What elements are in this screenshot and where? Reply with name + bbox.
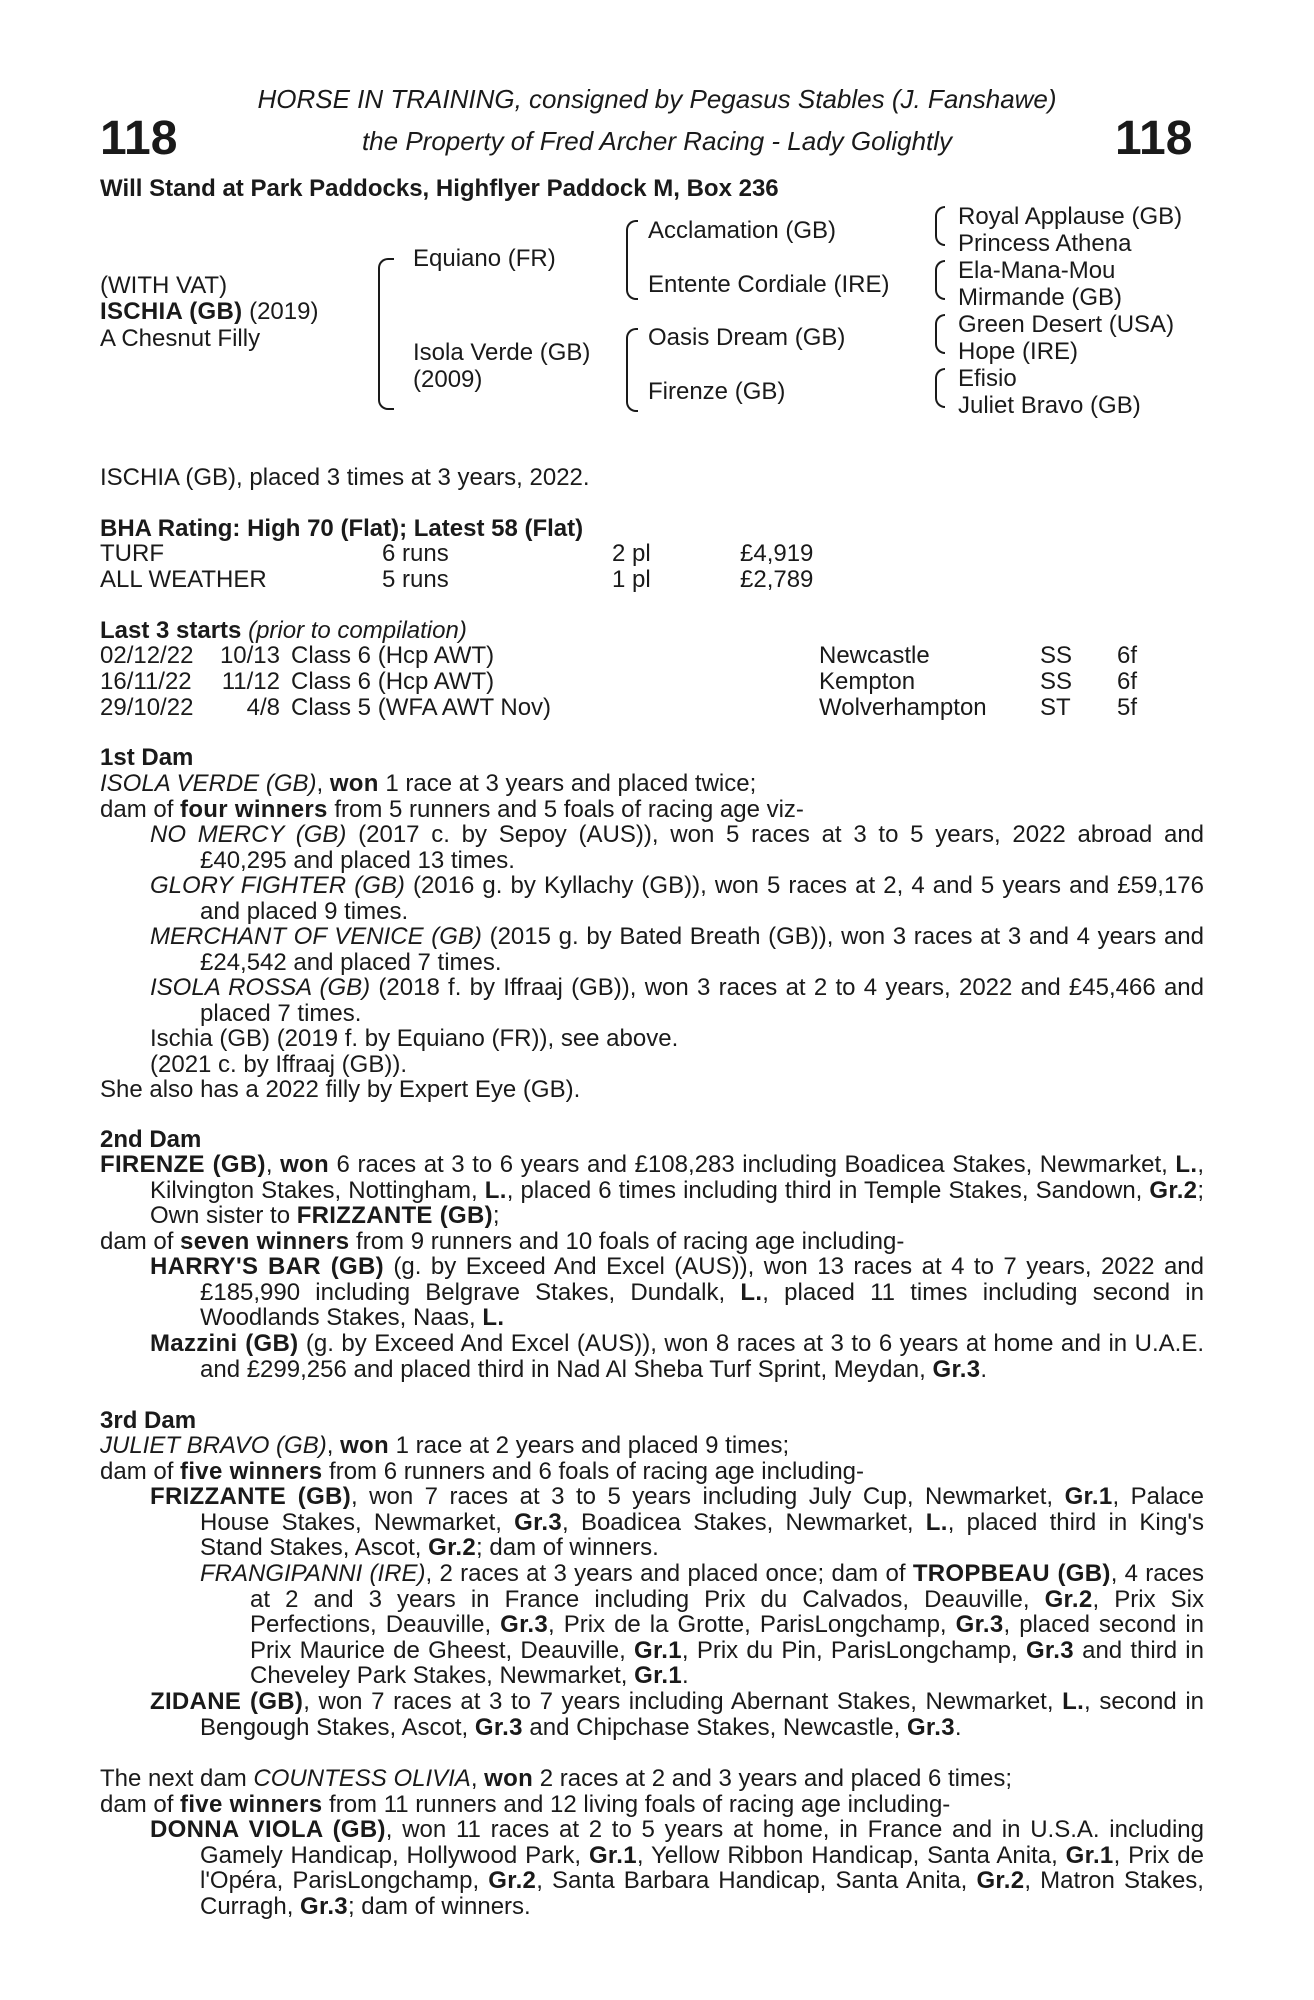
third-dam-record: JULIET BRAVO (GB), won 1 race at 2 years and placed 9 times; — [100, 1432, 790, 1459]
ancestor-6: Hope (IRE) — [958, 338, 1079, 365]
lot-number-left: 118 — [100, 112, 178, 165]
text: ; — [492, 1202, 500, 1230]
third-dam-produce — [100, 1459, 864, 1485]
third-dam-heading: 3rd Dam — [100, 1407, 197, 1434]
progeny-mazzini — [150, 1331, 1204, 1382]
text: , placed 6 times including third in Temple Stakes, Sandown, — [506, 1176, 1150, 1204]
text: , Boadicea Stakes, Newmarket, — [562, 1508, 926, 1536]
lot-number-right: 118 — [1115, 112, 1193, 165]
listed-tag: L. — [925, 1508, 948, 1536]
start-date: 02/12/22 — [100, 642, 194, 669]
start-race: Class 6 (Hcp AWT) — [291, 668, 495, 695]
group-tag: Gr.3 — [474, 1713, 523, 1741]
last-starts-note: (prior to compilation) — [248, 617, 467, 644]
text: 1 race at 2 years and placed 9 times; — [388, 1432, 790, 1459]
group-tag: Gr.1 — [634, 1662, 683, 1690]
progeny-text: (2016 g. by Kyllachy (GB)), won 5 races at 2, 4 and 5 years and £59,176 and placed 9 times. — [200, 872, 1205, 925]
ancestor-7: Efisio — [958, 365, 1017, 392]
text: dam of — [100, 1458, 181, 1485]
text: , Palace House Stakes, Newmarket, — [200, 1483, 1205, 1536]
group-tag: Gr.3 — [300, 1892, 348, 1920]
text: . — [980, 1355, 988, 1383]
consignor-line: HORSE IN TRAINING, consigned by Pegasus Stables (J. Fanshawe) — [257, 84, 1057, 114]
progeny-name: Mazzini (GB) — [150, 1330, 299, 1357]
progeny-name: HARRY'S BAR (GB) — [150, 1253, 384, 1280]
won-label: won — [484, 1765, 534, 1792]
race-summary: ISCHIA (GB), placed 3 times at 3 years, 2022. — [100, 464, 590, 491]
vat-note: (WITH VAT) — [100, 272, 228, 299]
progeny-text: (2018 f. by Iffraaj (GB)), won 3 races at 2 to 4 years, 2022 and £45,466 and placed 7 times. — [200, 974, 1204, 1027]
horse-year: (2019) — [249, 298, 319, 325]
text: ; dam of winners. — [476, 1534, 659, 1562]
text: , Yellow Ribbon Handicap, Santa Anita, — [636, 1841, 1066, 1869]
progeny-name: ZIDANE (GB) — [150, 1688, 304, 1715]
text: dam of — [100, 1228, 181, 1255]
text: , Santa Barbara Handicap, Santa Anita, — [536, 1867, 977, 1895]
text: (g. by Exceed And Excel (AUS)), won 13 races at 4 to 7 years, 2022 and £185,990 including Belgrave Stakes, Dundalk, — [200, 1253, 1204, 1306]
listed-tag: L. — [482, 1304, 505, 1332]
progeny-glory-fighter — [150, 873, 1204, 924]
group-tag: Gr.3 — [906, 1713, 955, 1741]
text: from 5 runners and 5 foals of racing age viz- — [327, 796, 804, 823]
dam-year: (2009) — [413, 366, 483, 393]
text: , placed second in Prix Maurice de Gheest, Deauville, — [250, 1611, 1205, 1664]
group-tag: Gr.2 — [1149, 1176, 1198, 1204]
group-tag: Gr.3 — [1025, 1636, 1074, 1664]
won-label: won — [280, 1151, 329, 1178]
winners-count: five winners — [180, 1458, 323, 1485]
turf-runs: 6 runs — [382, 540, 449, 567]
text: , Prix de la Grotte, ParisLongchamp, — [548, 1611, 956, 1639]
sire: Equiano (FR) — [413, 245, 556, 272]
text: , 2 races at 3 years and placed once; dam of — [425, 1560, 913, 1587]
progeny-merchant-of-venice — [150, 924, 1204, 975]
start-going: SS — [1040, 642, 1073, 669]
stand-location: Will Stand at Park Paddocks, Highflyer Paddock M, Box 236 — [100, 175, 779, 202]
winners-count: seven winners — [180, 1228, 350, 1255]
record-text: 1 race at 3 years and placed twice; — [378, 770, 757, 797]
text: , Kilvington Stakes, Nottingham, — [150, 1151, 1205, 1204]
aw-earnings: £2,789 — [740, 566, 814, 593]
property-line: the Property of Fred Archer Racing - Lady Golightly — [361, 126, 953, 156]
aw-runs: 5 runs — [382, 566, 449, 593]
gen3-brace-2 — [935, 260, 945, 300]
third-dam-name: JULIET BRAVO (GB) — [100, 1432, 327, 1459]
text: The next dam — [100, 1765, 254, 1792]
gen3-brace-4 — [935, 368, 945, 408]
group-tag: Gr.3 — [514, 1508, 563, 1536]
text: . — [954, 1713, 962, 1741]
text: from 11 runners and 12 living foals of racing age including- — [322, 1791, 951, 1818]
ancestor-5: Green Desert (USA) — [958, 311, 1175, 338]
second-dam-record: FIRENZE (GB), won 6 races at 3 to 6 years and £108,283 including Boadicea Stakes, Newmarket, L., Kilvington Stakes, Nottingham, L., placed 6 times including third in Temple Stakes, Sandown, Gr.2; Own sister to FRIZZANTE (GB); — [100, 1151, 1205, 1230]
progeny-frizzante — [150, 1484, 1204, 1561]
sire-dam: Entente Cordiale (IRE) — [648, 271, 890, 298]
start-date: 16/11/22 — [100, 668, 192, 695]
text: . — [682, 1662, 689, 1690]
first-dam-produce — [100, 797, 804, 823]
progeny-name: FRANGIPANNI (IRE) — [200, 1560, 426, 1587]
next-dam-record — [100, 1766, 1012, 1792]
last-starts-title: Last 3 starts — [100, 617, 242, 644]
dam-brace — [626, 328, 638, 412]
group-tag: Gr.1 — [1064, 1483, 1113, 1510]
progeny-name: ISOLA ROSSA (GB) — [150, 974, 371, 1001]
sire-sire: Acclamation (GB) — [648, 217, 837, 244]
group-tag: Gr.2 — [488, 1867, 537, 1895]
text: ; dam of winners. — [347, 1892, 531, 1920]
dam: Isola Verde (GB) — [413, 339, 591, 366]
group-tag: Gr.1 — [1065, 1841, 1114, 1869]
text: , Prix de l'Opéra, ParisLongchamp, — [200, 1841, 1204, 1895]
text: , won 11 races at 2 to 5 years at home, in France and in U.S.A. including Gamely Handicap, Hollywood Park, — [200, 1816, 1205, 1869]
progeny-no-mercy — [150, 822, 1204, 873]
horse-name-line — [100, 299, 318, 325]
progeny-isola-rossa — [150, 975, 1204, 1026]
progeny-donna-viola — [150, 1817, 1204, 1919]
listed-tag: L. — [740, 1278, 763, 1306]
start-going: ST — [1040, 694, 1071, 721]
progeny-2022-filly: She also has a 2022 filly by Expert Eye (GB). — [100, 1076, 581, 1103]
group-tag: Gr.1 — [634, 1636, 682, 1664]
second-dam-heading: 2nd Dam — [100, 1126, 202, 1153]
start-going: SS — [1040, 668, 1073, 695]
first-dam-heading: 1st Dam — [100, 744, 194, 771]
text: , — [470, 1765, 485, 1792]
progeny-name: MERCHANT OF VENICE (GB) — [150, 923, 482, 950]
group-tag: Gr.2 — [1044, 1585, 1093, 1613]
ancestor-8: Juliet Bravo (GB) — [958, 392, 1141, 419]
text: ; Own sister to — [150, 1176, 1204, 1230]
text: dam of — [100, 796, 181, 823]
dam-sire: Oasis Dream (GB) — [648, 324, 846, 351]
start-race: Class 5 (WFA AWT Nov) — [291, 694, 552, 721]
horse-name: ISCHIA (GB) — [100, 298, 243, 325]
second-dam-name: FIRENZE (GB) — [100, 1151, 266, 1178]
horse-description: A Chesnut Filly — [100, 325, 261, 352]
ancestor-4: Mirmande (GB) — [958, 284, 1123, 311]
next-dam-produce — [100, 1792, 950, 1818]
text: 2 races at 2 and 3 years and placed 6 times; — [533, 1765, 1012, 1792]
text: , second in Bengough Stakes, Ascot, — [200, 1688, 1204, 1741]
text: dam of — [100, 1791, 181, 1818]
start-position: 4/8 — [246, 694, 280, 721]
group-tag: Gr.3 — [955, 1611, 1004, 1639]
winners-count: four winners — [180, 796, 328, 823]
text: , Matron Stakes, Curragh, — [200, 1867, 1204, 1920]
grand-progeny-name: TROPBEAU (GB) — [912, 1560, 1111, 1587]
winners-count: five winners — [180, 1791, 323, 1818]
progeny-name: DONNA VIOLA (GB) — [150, 1816, 386, 1843]
progeny-name: NO MERCY (GB) — [150, 821, 347, 848]
progeny-text: (2015 g. by Bated Breath (GB)), won 3 races at 3 and 4 years and £24,542 and placed 7 times. — [200, 923, 1204, 976]
group-tag: Gr.1 — [588, 1841, 637, 1869]
start-distance: 6f — [1117, 642, 1138, 669]
text: , Prix du Pin, ParisLongchamp, — [681, 1636, 1026, 1664]
ancestor-1: Royal Applause (GB) — [958, 203, 1183, 230]
start-course: Wolverhampton — [819, 694, 987, 721]
text: and Chipchase Stakes, Newcastle, — [522, 1713, 907, 1741]
turf-placed: 2 pl — [612, 540, 651, 567]
progeny-ischia: Ischia (GB) (2019 f. by Equiano (FR)), see above. — [150, 1025, 679, 1052]
progeny-2021-colt: (2021 c. by Iffraaj (GB)). — [150, 1051, 407, 1078]
pedigree-brace — [378, 258, 394, 410]
text: (g. by Exceed And Excel (AUS)), won 8 races at 3 to 6 years at home and in U.A.E. and £299,256 and placed third in Nad Al Sheba Turf Sprint, Meydan, — [200, 1330, 1204, 1383]
progeny-harrys-bar — [150, 1254, 1204, 1331]
listed-tag: L. — [484, 1176, 507, 1204]
text: from 6 runners and 6 foals of racing age including- — [322, 1458, 865, 1485]
start-distance: 5f — [1117, 694, 1138, 721]
start-course: Newcastle — [819, 642, 930, 669]
gen3-brace-3 — [935, 314, 945, 354]
first-dam-name: ISOLA VERDE (GB) — [100, 770, 317, 797]
text: , placed 11 times including second in Woodlands Stakes, Naas, — [200, 1278, 1204, 1332]
turf-earnings: £4,919 — [740, 540, 814, 567]
first-dam-record: ISOLA VERDE (GB), won 1 race at 3 years and placed twice; — [100, 770, 757, 797]
start-date: 29/10/22 — [100, 694, 194, 721]
listed-tag: L. — [1175, 1151, 1198, 1178]
group-tag: Gr.3 — [932, 1355, 981, 1383]
last-starts-heading — [100, 618, 467, 644]
start-course: Kempton — [819, 668, 916, 695]
ancestor-2: Princess Athena — [958, 230, 1132, 257]
progeny-frangipanni — [200, 1561, 1204, 1689]
turf-surface: TURF — [100, 540, 164, 567]
sister-name: FRIZZANTE (GB) — [296, 1202, 493, 1230]
start-distance: 6f — [1117, 668, 1138, 695]
text: , placed third in King's Stand Stakes, Ascot, — [200, 1508, 1205, 1562]
second-dam-produce — [100, 1229, 904, 1255]
start-position: 11/12 — [221, 668, 280, 695]
start-race: Class 6 (Hcp AWT) — [291, 642, 495, 669]
won-label: won — [329, 770, 379, 797]
bha-rating: BHA Rating: High 70 (Flat); Latest 58 (Flat) — [100, 515, 584, 542]
gen3-brace-1 — [935, 206, 945, 246]
dam-dam: Firenze (GB) — [648, 378, 786, 405]
aw-placed: 1 pl — [612, 566, 651, 593]
aw-surface: ALL WEATHER — [100, 566, 267, 593]
listed-tag: L. — [1062, 1688, 1085, 1715]
text: , Prix Six Perfections, Deauville, — [250, 1585, 1204, 1639]
text: , won 7 races at 3 to 5 years including July Cup, Newmarket, — [350, 1483, 1065, 1510]
next-dam-name: COUNTESS OLIVIA — [253, 1765, 471, 1792]
group-tag: Gr.3 — [500, 1611, 549, 1639]
group-tag: Gr.2 — [428, 1534, 477, 1562]
sire-brace — [626, 220, 638, 300]
text: and third in Cheveley Park Stakes, Newmarket, — [250, 1636, 1204, 1690]
group-tag: Gr.2 — [976, 1867, 1025, 1895]
start-position: 10/13 — [219, 642, 280, 669]
ancestor-3: Ela-Mana-Mou — [958, 257, 1116, 284]
progeny-zidane — [150, 1689, 1204, 1740]
text: 6 races at 3 to 6 years and £108,283 including Boadicea Stakes, Newmarket, — [328, 1151, 1176, 1178]
progeny-name: FRIZZANTE (GB) — [150, 1483, 351, 1510]
won-label: won — [340, 1432, 389, 1459]
text: from 9 runners and 10 foals of racing age including- — [349, 1228, 905, 1255]
progeny-name: GLORY FIGHTER (GB) — [150, 872, 405, 899]
text: , won 7 races at 3 to 7 years including Abernant Stakes, Newmarket, — [303, 1688, 1063, 1715]
text: , 4 races at 2 and 3 years in France including Prix du Calvados, Deauville, — [250, 1560, 1204, 1613]
progeny-text: (2017 c. by Sepoy (AUS)), won 5 races at 3 to 5 years, 2022 abroad and £40,295 and placed 13 times. — [200, 821, 1205, 874]
